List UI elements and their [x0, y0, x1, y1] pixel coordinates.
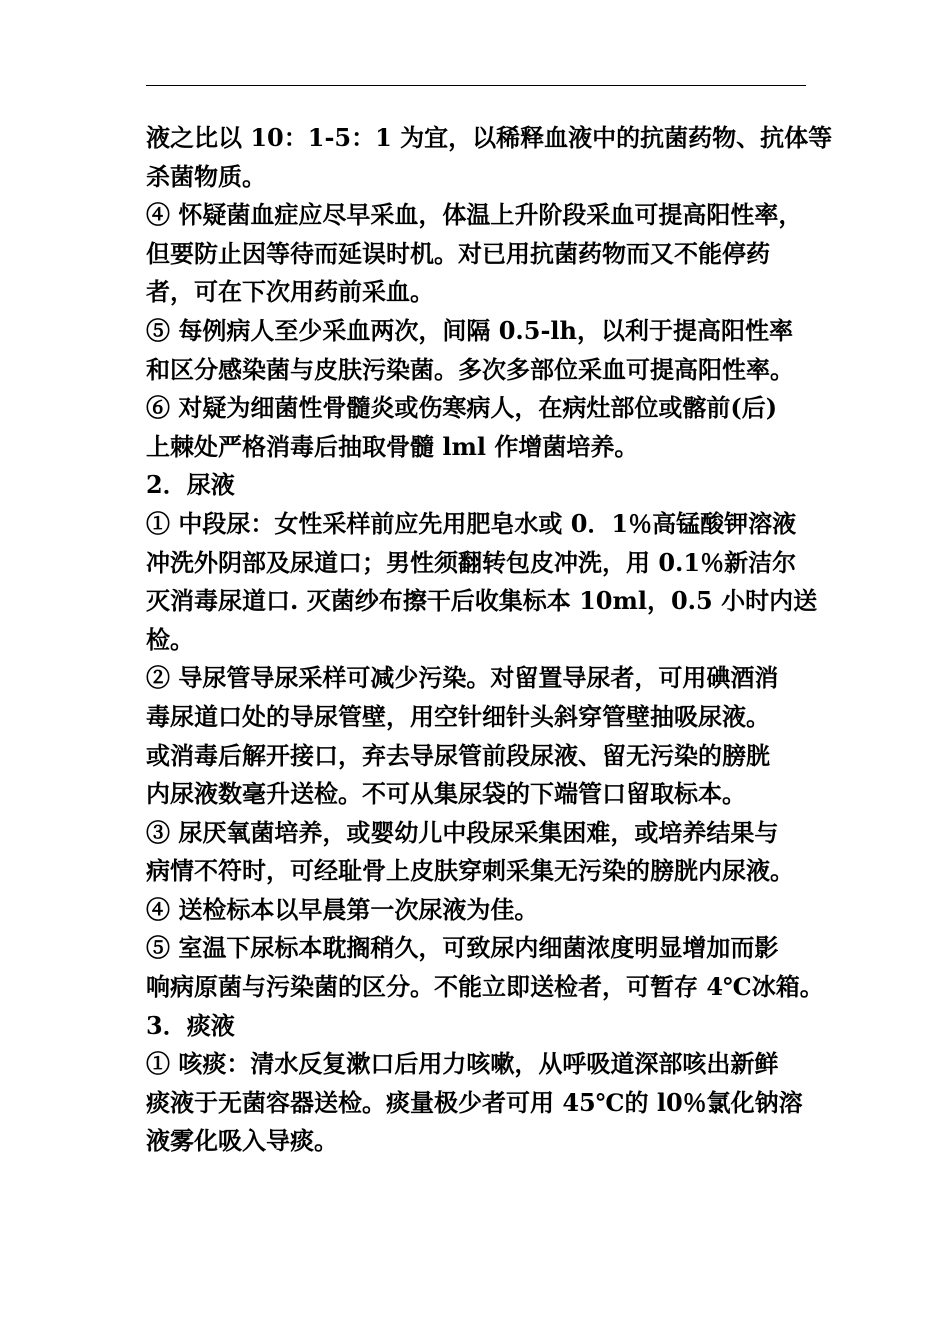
text-line: 液之比以 10：1-5：1 为宜，以稀释血液中的抗菌药物、抗体等 [146, 123, 833, 152]
text-line: 杀菌物质。 [146, 161, 266, 191]
text-line: 内尿液数毫升送检。不可从集尿袋的下端管口留取标本。 [146, 779, 746, 809]
text-line: 毒尿道口处的导尿管壁，用空针细针头斜穿管壁抽吸尿液。 [146, 701, 770, 731]
text-line: 冲洗外阴部及尿道口；男性须翻转包皮冲洗，用 0.1％新洁尔 [146, 547, 797, 577]
text-line: 响病原菌与污染菌的区分。不能立即送检者，可暂存 4℃冰箱。 [146, 972, 824, 1002]
text-line: ① 中段尿：女性采样前应先用肥皂水或 0．1％高锰酸钾溶液 [146, 508, 797, 538]
text-line: ⑥ 对疑为细菌性骨髓炎或伤寒病人，在病灶部位或髂前(后) [146, 393, 778, 423]
text-line: ④ 送检标本以早晨第一次尿液为佳。 [146, 894, 539, 924]
text-line: 检。 [146, 624, 194, 654]
text-line: 者，可在下次用药前采血。 [146, 277, 434, 307]
text-line: ① 咳痰：清水反复漱口后用力咳嗽，从呼吸道深部咳出新鲜 [146, 1049, 779, 1079]
text-line: 痰液于无菌容器送检。痰量极少者可用 45℃的 l0％氯化钠溶 [146, 1087, 803, 1117]
text-line: 或消毒后解开接口，弃去导尿管前段尿液、留无污染的膀胱 [146, 740, 770, 770]
section-heading-sputum: 3．痰液 [146, 1010, 235, 1040]
text-line: ⑤ 室温下尿标本耽搁稍久，可致尿内细菌浓度明显增加而影 [146, 933, 779, 963]
text-line: 病情不符时，可经耻骨上皮肤穿刺采集无污染的膀胱内尿液。 [146, 856, 794, 886]
document-body [146, 119, 836, 1161]
text-line: 和区分感染菌与皮肤污染菌。多次多部位采血可提高阳性率。 [146, 354, 794, 384]
text-line: 液雾化吸入导痰。 [146, 1126, 338, 1156]
text-line: ③ 尿厌氧菌培养，或婴幼儿中段尿采集困难，或培养结果与 [146, 817, 779, 847]
text-line: ④ 怀疑菌血症应尽早采血，体温上升阶段采血可提高阳性率， [146, 200, 803, 230]
text-line: 灭消毒尿道口. 灭菌纱布擦干后收集标本 10ml，0.5 小时内送 [146, 586, 818, 616]
text-line: ⑤ 每例病人至少采血两次，间隔 0.5-lh，以利于提高阳性率 [146, 315, 793, 345]
text-line: 上棘处严格消毒后抽取骨髓 lml 作增菌培养。 [146, 431, 639, 461]
text-line: ② 导尿管导尿采样可减少污染。对留置导尿者，可用碘酒消 [146, 663, 779, 693]
section-heading-urine: 2．尿液 [146, 470, 235, 500]
text-line: 但要防止因等待而延误时机。对已用抗菌药物而又不能停药 [146, 238, 770, 268]
header-rule [146, 85, 806, 86]
